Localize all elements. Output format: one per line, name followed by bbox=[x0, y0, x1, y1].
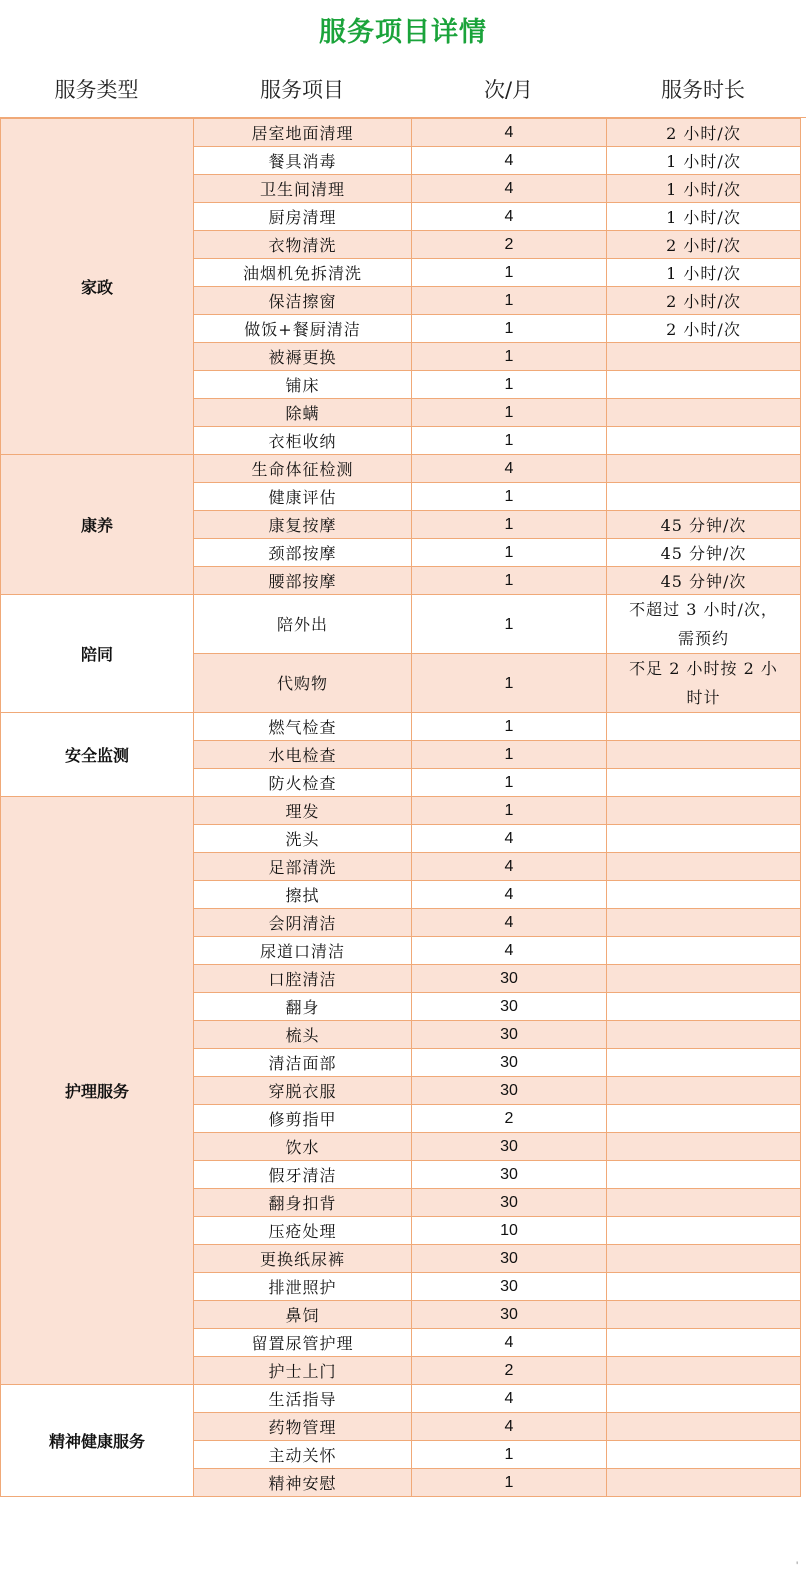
duration-cell bbox=[607, 1441, 801, 1469]
duration-cell: 1 小时/次 bbox=[607, 259, 801, 287]
duration-cell bbox=[607, 1105, 801, 1133]
frequency-cell: 30 bbox=[412, 1301, 607, 1329]
frequency-cell: 10 bbox=[412, 1217, 607, 1245]
frequency-cell: 4 bbox=[412, 119, 607, 147]
frequency-cell: 30 bbox=[412, 1245, 607, 1273]
duration-cell bbox=[607, 427, 801, 455]
table-row bbox=[1, 595, 801, 654]
duration-cell bbox=[607, 343, 801, 371]
service-item-cell: 饮水 bbox=[194, 1133, 412, 1161]
frequency-cell: 30 bbox=[412, 965, 607, 993]
frequency-cell: 30 bbox=[412, 1077, 607, 1105]
duration-cell bbox=[607, 483, 801, 511]
service-item-cell: 防火检查 bbox=[194, 769, 412, 797]
service-item-cell: 健康评估 bbox=[194, 483, 412, 511]
duration-line-1: 不足 2 小时按 2 小 bbox=[629, 659, 778, 678]
service-item-cell: 生命体征检测 bbox=[194, 455, 412, 483]
frequency-cell: 1 bbox=[412, 769, 607, 797]
service-item-cell: 被褥更换 bbox=[194, 343, 412, 371]
service-item-cell: 清洁面部 bbox=[194, 1049, 412, 1077]
header-duration: 服务时长 bbox=[661, 78, 745, 102]
service-item-cell: 假牙清洁 bbox=[194, 1161, 412, 1189]
table-row bbox=[1, 455, 801, 483]
service-item-cell: 铺床 bbox=[194, 371, 412, 399]
category-cell: 精神健康服务 bbox=[1, 1385, 194, 1497]
duration-cell bbox=[607, 797, 801, 825]
service-item-cell: 除螨 bbox=[194, 399, 412, 427]
frequency-cell: 1 bbox=[412, 343, 607, 371]
duration-cell bbox=[607, 1021, 801, 1049]
service-table bbox=[0, 118, 801, 1497]
duration-cell bbox=[607, 1245, 801, 1273]
frequency-cell: 1 bbox=[412, 315, 607, 343]
duration-cell bbox=[607, 1301, 801, 1329]
frequency-cell: 1 bbox=[412, 371, 607, 399]
service-item-cell: 衣柜收纳 bbox=[194, 427, 412, 455]
duration-cell: 2 小时/次 bbox=[607, 287, 801, 315]
frequency-cell: 1 bbox=[412, 713, 607, 741]
frequency-cell: 4 bbox=[412, 175, 607, 203]
frequency-cell: 1 bbox=[412, 595, 607, 654]
service-item-cell: 腰部按摩 bbox=[194, 567, 412, 595]
service-item-cell: 护士上门 bbox=[194, 1357, 412, 1385]
header-frequency: 次/月 bbox=[483, 78, 534, 102]
service-item-cell: 足部清洗 bbox=[194, 853, 412, 881]
duration-cell bbox=[607, 1161, 801, 1189]
duration-cell bbox=[607, 1049, 801, 1077]
category-cell: 护理服务 bbox=[1, 797, 194, 1385]
service-item-cell: 理发 bbox=[194, 797, 412, 825]
service-item-cell: 修剪指甲 bbox=[194, 1105, 412, 1133]
frequency-cell: 30 bbox=[412, 1021, 607, 1049]
service-item-cell: 厨房清理 bbox=[194, 203, 412, 231]
frequency-cell: 4 bbox=[412, 909, 607, 937]
service-item-cell: 代购物 bbox=[194, 654, 412, 713]
service-item-cell: 精神安慰 bbox=[194, 1469, 412, 1497]
service-item-cell: 鼻饲 bbox=[194, 1301, 412, 1329]
service-item-cell: 翻身扣背 bbox=[194, 1189, 412, 1217]
service-item-cell: 梳头 bbox=[194, 1021, 412, 1049]
service-item-cell: 生活指导 bbox=[194, 1385, 412, 1413]
duration-cell bbox=[607, 455, 801, 483]
duration-cell bbox=[607, 1469, 801, 1497]
service-item-cell: 尿道口清洁 bbox=[194, 937, 412, 965]
service-item-cell: 更换纸尿裤 bbox=[194, 1245, 412, 1273]
frequency-cell: 1 bbox=[412, 1469, 607, 1497]
frequency-cell: 2 bbox=[412, 1105, 607, 1133]
duration-cell: 45 分钟/次 bbox=[607, 539, 801, 567]
frequency-cell: 1 bbox=[412, 427, 607, 455]
duration-line-2: 需预约 bbox=[677, 629, 729, 648]
service-item-cell: 颈部按摩 bbox=[194, 539, 412, 567]
service-item-cell: 保洁擦窗 bbox=[194, 287, 412, 315]
frequency-cell: 4 bbox=[412, 1413, 607, 1441]
duration-cell bbox=[607, 741, 801, 769]
duration-cell: 1 小时/次 bbox=[607, 147, 801, 175]
duration-cell bbox=[607, 853, 801, 881]
frequency-cell: 4 bbox=[412, 881, 607, 909]
category-cell: 安全监测 bbox=[1, 713, 194, 797]
frequency-cell: 30 bbox=[412, 1161, 607, 1189]
service-item-cell: 留置尿管护理 bbox=[194, 1329, 412, 1357]
frequency-cell: 2 bbox=[412, 231, 607, 259]
service-item-cell: 穿脱衣服 bbox=[194, 1077, 412, 1105]
duration-cell bbox=[607, 1385, 801, 1413]
frequency-cell: 4 bbox=[412, 937, 607, 965]
service-item-cell: 燃气检查 bbox=[194, 713, 412, 741]
frequency-cell: 4 bbox=[412, 1329, 607, 1357]
service-item-cell: 药物管理 bbox=[194, 1413, 412, 1441]
frequency-cell: 4 bbox=[412, 1385, 607, 1413]
service-table-body bbox=[1, 119, 801, 1497]
duration-cell bbox=[607, 1357, 801, 1385]
duration-cell bbox=[607, 1077, 801, 1105]
frequency-cell: 1 bbox=[412, 654, 607, 713]
frequency-cell: 1 bbox=[412, 539, 607, 567]
frequency-cell: 4 bbox=[412, 203, 607, 231]
duration-cell bbox=[607, 399, 801, 427]
duration-cell bbox=[607, 1189, 801, 1217]
frequency-cell: 1 bbox=[412, 741, 607, 769]
duration-line-1: 不超过 3 小时/次， bbox=[629, 600, 778, 619]
service-item-cell: 餐具消毒 bbox=[194, 147, 412, 175]
frequency-cell: 4 bbox=[412, 853, 607, 881]
frequency-cell: 1 bbox=[412, 511, 607, 539]
duration-cell bbox=[607, 371, 801, 399]
duration-cell: 45 分钟/次 bbox=[607, 511, 801, 539]
duration-cell bbox=[607, 595, 801, 654]
frequency-cell: 2 bbox=[412, 1357, 607, 1385]
header-service-item: 服务项目 bbox=[260, 78, 344, 102]
duration-cell bbox=[607, 654, 801, 713]
duration-cell: 2 小时/次 bbox=[607, 315, 801, 343]
frequency-cell: 30 bbox=[412, 993, 607, 1021]
duration-line-2: 时计 bbox=[686, 688, 721, 707]
service-item-cell: 翻身 bbox=[194, 993, 412, 1021]
duration-cell bbox=[607, 825, 801, 853]
duration-cell: 2 小时/次 bbox=[607, 119, 801, 147]
duration-cell: 2 小时/次 bbox=[607, 231, 801, 259]
service-item-cell: 卫生间清理 bbox=[194, 175, 412, 203]
frequency-cell: 4 bbox=[412, 455, 607, 483]
frequency-cell: 1 bbox=[412, 287, 607, 315]
service-item-cell: 排泄照护 bbox=[194, 1273, 412, 1301]
page-title: 服务项目详情 bbox=[319, 17, 487, 48]
frequency-cell: 4 bbox=[412, 825, 607, 853]
frequency-cell: 30 bbox=[412, 1049, 607, 1077]
frequency-cell: 1 bbox=[412, 797, 607, 825]
category-cell: 陪同 bbox=[1, 595, 194, 713]
frequency-cell: 1 bbox=[412, 567, 607, 595]
service-item-cell: 水电检查 bbox=[194, 741, 412, 769]
header-service-type: 服务类型 bbox=[54, 78, 139, 102]
duration-cell bbox=[607, 937, 801, 965]
service-item-cell: 会阴清洁 bbox=[194, 909, 412, 937]
service-item-cell: 陪外出 bbox=[194, 595, 412, 654]
service-item-cell: 康复按摩 bbox=[194, 511, 412, 539]
duration-cell bbox=[607, 909, 801, 937]
duration-cell bbox=[607, 965, 801, 993]
table-row bbox=[1, 1385, 801, 1413]
table-row bbox=[1, 713, 801, 741]
table-row bbox=[1, 797, 801, 825]
duration-cell bbox=[607, 1273, 801, 1301]
category-cell: 家政 bbox=[1, 119, 194, 455]
duration-cell bbox=[607, 769, 801, 797]
frequency-cell: 1 bbox=[412, 259, 607, 287]
frequency-cell: 1 bbox=[412, 1441, 607, 1469]
service-item-cell: 衣物清洗 bbox=[194, 231, 412, 259]
category-cell: 康养 bbox=[1, 455, 194, 595]
corner-mark: ' bbox=[796, 1559, 799, 1573]
service-item-cell: 洗头 bbox=[194, 825, 412, 853]
service-item-cell: 油烟机免拆清洗 bbox=[194, 259, 412, 287]
duration-cell bbox=[607, 1217, 801, 1245]
service-item-cell: 居室地面清理 bbox=[194, 119, 412, 147]
service-item-cell: 做饭+餐厨清洁 bbox=[194, 315, 412, 343]
duration-cell bbox=[607, 1329, 801, 1357]
duration-cell: 1 小时/次 bbox=[607, 203, 801, 231]
frequency-cell: 1 bbox=[412, 399, 607, 427]
service-item-cell: 压疮处理 bbox=[194, 1217, 412, 1245]
frequency-cell: 4 bbox=[412, 147, 607, 175]
service-item-cell: 口腔清洁 bbox=[194, 965, 412, 993]
duration-cell bbox=[607, 1413, 801, 1441]
frequency-cell: 1 bbox=[412, 483, 607, 511]
duration-cell: 1 小时/次 bbox=[607, 175, 801, 203]
frequency-cell: 30 bbox=[412, 1273, 607, 1301]
duration-cell bbox=[607, 993, 801, 1021]
duration-cell bbox=[607, 713, 801, 741]
frequency-cell: 30 bbox=[412, 1133, 607, 1161]
frequency-cell: 30 bbox=[412, 1189, 607, 1217]
duration-cell bbox=[607, 881, 801, 909]
service-item-cell: 主动关怀 bbox=[194, 1441, 412, 1469]
service-item-cell: 擦拭 bbox=[194, 881, 412, 909]
table-row bbox=[1, 119, 801, 147]
duration-cell bbox=[607, 1133, 801, 1161]
duration-cell: 45 分钟/次 bbox=[607, 567, 801, 595]
